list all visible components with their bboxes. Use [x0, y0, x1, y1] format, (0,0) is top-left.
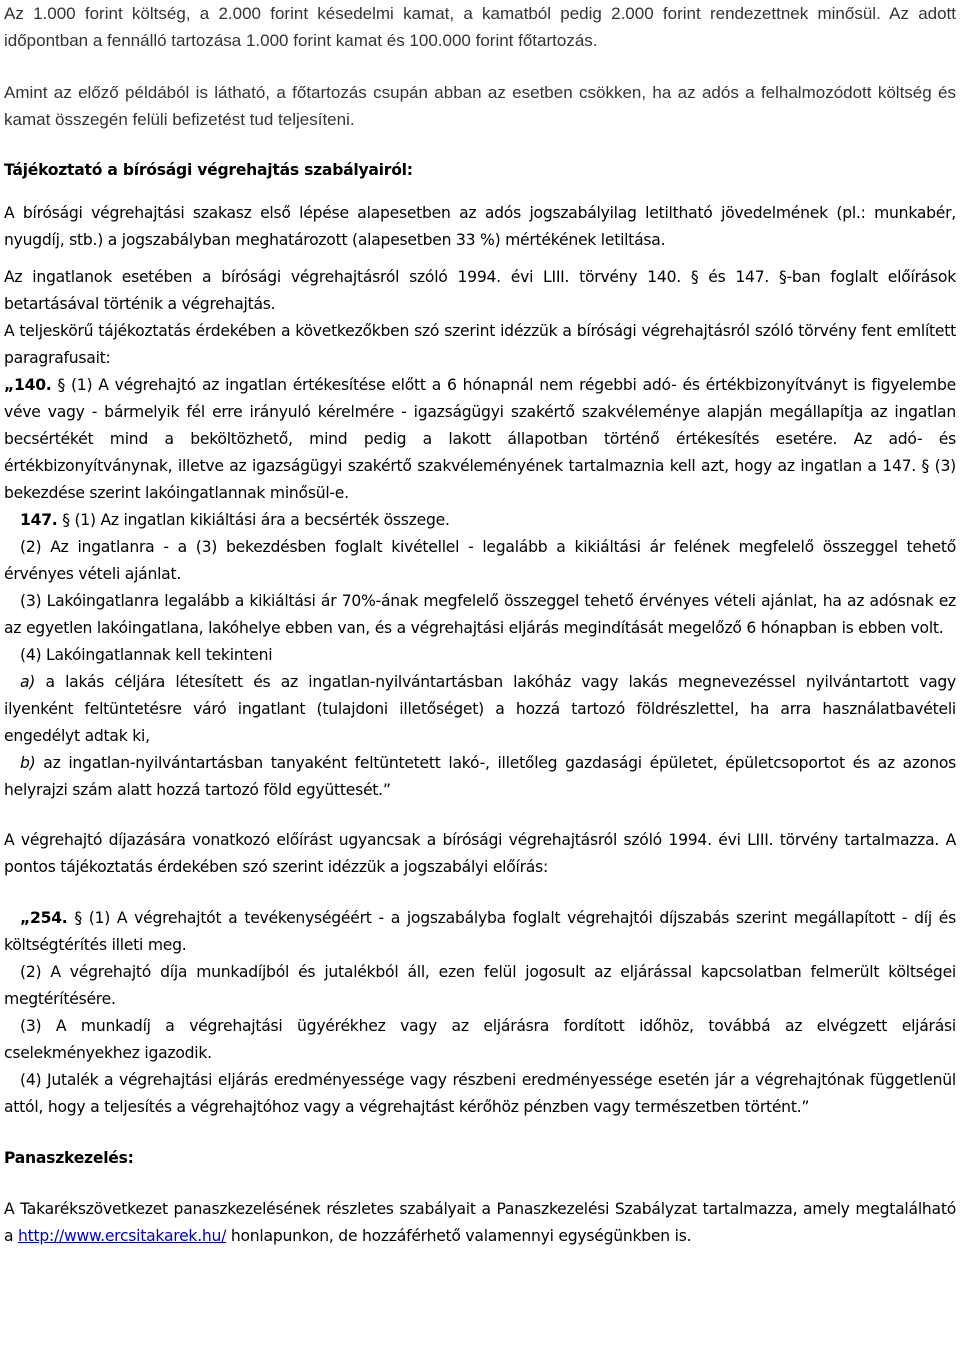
- website-link[interactable]: http://www.ercsitakarek.hu/: [18, 1227, 227, 1245]
- enforcement-paragraph-3: A teljeskörű tájékoztatás érdekében a következőkben szó szerint idézzük a bírósági végrehajtásról szóló törvény fent említett paragrafusait:: [4, 322, 956, 367]
- section-140-text: § (1) A végrehajtó az ingatlan értékesítése előtt a 6 hónapnál nem régebbi adó- és értékbizonyítványt is figyelembe véve vagy - bármelyik fél erre irányuló kérelmére - igazságügyi szakértő szakvéleménye alapján megállapítja az ingatlan becsértékét mind a beköltözhető, mind pedig a lakott állapotban történő értékesítés esetére. Az adó- és értékbizonyítványnak, illetve az igazságügyi szakértő szakvéleményének tartalmaznia kell azt, hogy az ingatlan a 147. § (3) bekezdése szerint lakóingatlannak minősül-e.: [4, 376, 956, 502]
- document-page: [4, 0, 956, 1250]
- enforcement-paragraph-1: A bírósági végrehajtási szakasz első lépése alapesetben az adós jogszabályilag letiltható jövedelmének (pl.: munkabér, nyugdíj, stb.) a jogszabályban meghatározott (alapesetben 33 %) mértékének letiltása.: [4, 204, 956, 249]
- section-254-label: „254.: [20, 909, 68, 927]
- section-254-3: (3) A munkadíj a végrehajtási ügyérékhez vagy az eljárásra fordított időhöz, továbbá az elvégzett eljárási cselekményekhez igazodik.: [4, 1017, 956, 1062]
- section-147-4b-label: b): [20, 754, 36, 772]
- section-147-4a-text: a lakás céljára létesített és az ingatlan-nyilvántartásban lakóház vagy lakás megnevezéssel nyilvántartott vagy ilyenként feltüntetésre váró ingatlant (tulajdoni illetőséget) a hozzá tartozó földrészlettel, ha arra használatbavételi engedélyt adtak ki,: [4, 673, 956, 745]
- complaints-heading: Panaszkezelés:: [4, 1149, 134, 1167]
- section-147-4b-text: az ingatlan-nyilvántartásban tanyaként feltüntetett lakó-, illetőleg gazdasági épületet, épületcsoportot és az azonos helyrajzi szám alatt hozzá tartozó föld együttesét.”: [4, 754, 956, 799]
- complaints-paragraph: [4, 1196, 956, 1250]
- section-254-2: (2) A végrehajtó díja munkadíjból és jutalékból áll, ezen felül jogosult az eljárással kapcsolatban felmerült költségei megtérítésére.: [4, 963, 956, 1008]
- section-147-4a: [4, 669, 956, 750]
- section-147-4a-label: a): [20, 673, 36, 691]
- section-147-4: (4) Lakóingatlannak kell tekinteni: [20, 646, 273, 664]
- enforcement-heading: Tájékoztató a bírósági végrehajtás szabályairól:: [4, 161, 413, 179]
- intro-paragraph-2: Amint az előző példából is látható, a főtartozás csupán abban az esetben csökken, ha az adós a felhalmozódott költség és kamat összegén felüli befizetést tud teljesíteni.: [4, 83, 956, 129]
- complaints-text-after: honlapunkon, de hozzáférhető valamennyi egységünkben is.: [226, 1227, 692, 1245]
- section-147-1: [4, 507, 956, 534]
- complaints-text-before: A Takarékszövetkezet panaszkezelésének részletes szabályait a Panaszkezelési Szabályzat tartalmazza, amely megtalálható a: [4, 1200, 956, 1245]
- section-254-4: (4) Jutalék a végrehajtási eljárás eredményessége vagy részbeni eredményessége esetén jár a végrehajtónak függetlenül attól, hogy a teljesítés a végrehajtóhoz vagy a végrehajtást kérőhöz pénzben vagy természetben történt.”: [4, 1071, 956, 1116]
- intro-paragraph-1: Az 1.000 forint költség, a 2.000 forint késedelmi kamat, a kamatból pedig 2.000 forint rendezettnek minősül. Az adott időpontban a fennálló tartozása 1.000 forint kamat és 100.000 forint főtartozás.: [4, 4, 956, 50]
- section-147-2: (2) Az ingatlanra - a (3) bekezdésben foglalt kivétellel - legalább a kikiáltási ár felének megfelelő összeggel tehető érvényes vételi ajánlat.: [4, 538, 956, 583]
- section-140-label: „140.: [4, 376, 52, 394]
- section-140: [4, 372, 956, 507]
- section-147-4b: [4, 750, 956, 804]
- section-254-1-text: § (1) A végrehajtót a tevékenységéért - a jogszabályba foglalt végrehajtói díjszabás szerint megállapított - díj és költségtérítés illeti meg.: [4, 909, 956, 954]
- section-254-1: [4, 905, 956, 959]
- section-147-1-text: § (1) Az ingatlan kikiáltási ára a becsérték összege.: [57, 511, 450, 529]
- enforcement-paragraph-2: Az ingatlanok esetében a bírósági végrehajtásról szóló 1994. évi LIII. törvény 140. § és 147. §-ban foglalt előírások betartásával történik a végrehajtás.: [4, 268, 956, 313]
- section-147-3: (3) Lakóingatlanra legalább a kikiáltási ár 70%-ának megfelelő összeggel tehető érvényes vételi ajánlat, ha az adósnak ez az egyetlen lakóingatlana, lakóhelye ebben van, és a végrehajtási eljárás megindítását megelőző 6 hónapban is ebben volt.: [4, 592, 956, 637]
- section-147-label: 147.: [20, 511, 58, 529]
- fees-paragraph: A végrehajtó díjazására vonatkozó előírást ugyancsak a bírósági végrehajtásról szóló 1994. évi LIII. törvény tartalmazza. A pontos tájékoztatás érdekében szó szerint idézzük a jogszabályi előírás:: [4, 831, 956, 876]
